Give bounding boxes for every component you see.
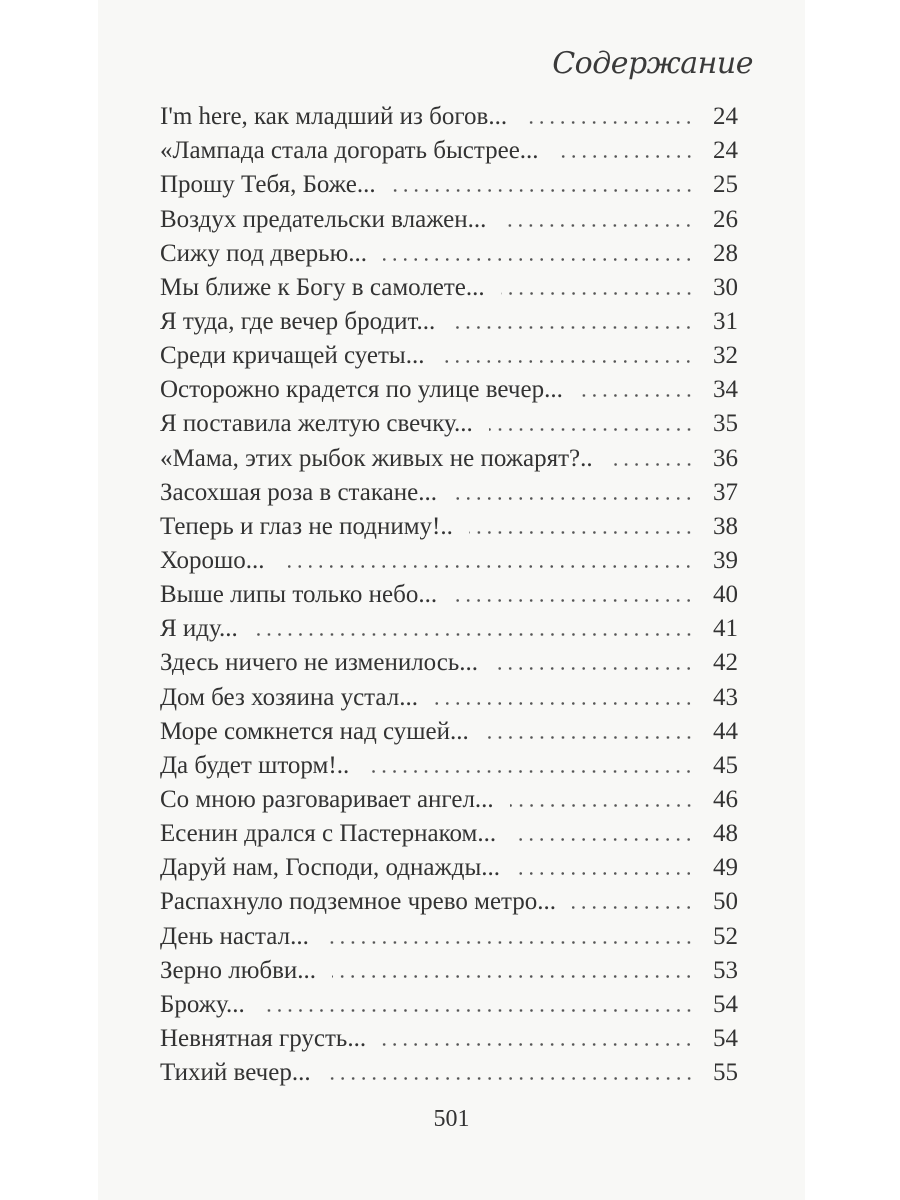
dot-leader [365, 770, 694, 773]
dot-leader [383, 258, 694, 261]
toc-entry-page: 43 [713, 683, 738, 711]
toc-entry [160, 473, 738, 507]
toc-entry-page: 42 [713, 649, 738, 677]
dot-leader [555, 155, 694, 158]
book-page [98, 0, 805, 1200]
toc-entry [160, 814, 738, 848]
toc-entry [160, 234, 738, 268]
toc-entry-page: 50 [713, 888, 738, 916]
toc-entry [160, 712, 738, 746]
toc-entry-title: Зерно любви... [160, 956, 317, 984]
toc-entry [160, 302, 738, 336]
toc-entry-page: 40 [713, 581, 738, 609]
dot-leader [512, 838, 694, 841]
toc-entry [160, 165, 738, 199]
dot-leader [572, 906, 694, 909]
toc-entry-page: 45 [713, 751, 738, 779]
toc-entry-page: 39 [713, 546, 738, 574]
dot-leader [510, 804, 694, 807]
toc-entry [160, 609, 738, 643]
toc-entry-title: Тихий вечер... [160, 1059, 311, 1087]
toc-entry-title: Да будет шторм!.. [160, 751, 350, 779]
toc-entry-page: 41 [713, 615, 738, 643]
toc-entry-title: Распахнуло подземное чрево метро... [160, 888, 557, 916]
toc-entry-title: Засохшая роза в стакане... [160, 478, 437, 506]
toc-entry-page: 30 [713, 273, 738, 301]
toc-entry-title: «Мама, этих рыбок живых не пожарят?.. [160, 444, 593, 472]
toc-entry-page: 28 [713, 239, 738, 267]
toc-entry [160, 848, 738, 882]
dot-leader [453, 599, 694, 602]
toc-entry-page: 53 [713, 956, 738, 984]
toc-entry [160, 268, 738, 302]
toc-entry [160, 643, 738, 677]
toc-entry [160, 438, 738, 472]
toc-entry-title: I'm here, как младший из богов... [160, 103, 508, 131]
toc-entry-page: 48 [713, 820, 738, 848]
toc-entry [160, 131, 738, 165]
toc-entry-title: Теперь и глаз не подниму!.. [160, 512, 453, 540]
dot-leader [523, 121, 694, 124]
dot-leader [489, 428, 694, 431]
table-of-contents [160, 97, 738, 1087]
toc-entry-page: 52 [713, 922, 738, 950]
toc-entry [160, 336, 738, 370]
dot-leader [440, 360, 694, 363]
toc-entry-title: Я поставила желтую свечку... [160, 410, 473, 438]
dot-leader [325, 941, 694, 944]
toc-entry [160, 370, 738, 404]
toc-entry-page: 54 [713, 1024, 738, 1052]
toc-entry-title: Воздух предательски влажен... [160, 205, 487, 233]
toc-entry-title: Дом без хозяина устал... [160, 683, 418, 711]
toc-entry [160, 575, 738, 609]
dot-leader [382, 1043, 694, 1046]
toc-entry-title: Даруй нам, Господи, однажды... [160, 854, 500, 882]
toc-entry-page: 35 [713, 410, 738, 438]
toc-entry-title: Здесь ничего не изменилось... [160, 649, 479, 677]
toc-entry-title: Невнятная грусть... [160, 1024, 367, 1052]
toc-entry [160, 541, 738, 575]
toc-entry-title: Сижу под дверью... [160, 239, 368, 267]
toc-entry [160, 97, 738, 131]
toc-entry-title: Мы ближе к Богу в самолете... [160, 273, 485, 301]
dot-leader [434, 702, 694, 705]
toc-entry-title: День настал... [160, 922, 309, 950]
dot-leader [609, 463, 694, 466]
toc-entry [160, 507, 738, 541]
dot-leader [332, 975, 694, 978]
toc-entry-page: 31 [713, 307, 738, 335]
dot-leader [453, 497, 694, 500]
toc-entry-page: 44 [713, 717, 738, 745]
toc-entry [160, 951, 738, 985]
dot-leader [261, 1009, 694, 1012]
toc-entry-page: 38 [713, 512, 738, 540]
toc-entry [160, 199, 738, 233]
toc-entry-page: 46 [713, 785, 738, 813]
toc-entry-title: Есенин дрался с Пастернаком... [160, 820, 497, 848]
toc-entry-title: Море сомкнется над сушей... [160, 717, 469, 745]
toc-entry-title: Выше липы только небо... [160, 581, 438, 609]
toc-entry [160, 404, 738, 438]
dot-leader [516, 872, 694, 875]
toc-entry-page: 54 [713, 990, 738, 1018]
page-number: 501 [433, 1106, 470, 1132]
toc-entry [160, 916, 738, 950]
toc-entry-page: 37 [713, 478, 738, 506]
toc-entry [160, 677, 738, 711]
dot-leader [469, 531, 694, 534]
toc-entry-title: Осторожно крадется по улице вечер... [160, 376, 563, 404]
toc-entry-title: Среди кричащей суеты... [160, 342, 425, 370]
toc-entry [160, 882, 738, 916]
dot-leader [327, 1077, 694, 1080]
dot-leader [254, 633, 694, 636]
dot-leader [501, 292, 694, 295]
toc-entry-title: Прошу Тебя, Боже... [160, 171, 376, 199]
toc-entry-title: Брожу... [160, 990, 245, 1018]
dot-leader [392, 189, 694, 192]
toc-entry-title: Я туда, где вечер бродит... [160, 307, 436, 335]
toc-entry [160, 1053, 738, 1087]
toc-entry [160, 985, 738, 1019]
toc-entry [160, 1019, 738, 1053]
running-header: Содержание [552, 46, 753, 81]
toc-entry-page: 49 [713, 854, 738, 882]
toc-entry-page: 32 [713, 342, 738, 370]
toc-entry-page: 36 [713, 444, 738, 472]
dot-leader [485, 736, 694, 739]
dot-leader [502, 224, 694, 227]
toc-entry [160, 746, 738, 780]
toc-entry [160, 780, 738, 814]
toc-entry-page: 24 [713, 103, 738, 131]
toc-entry-page: 55 [713, 1059, 738, 1087]
dot-leader [280, 565, 694, 568]
dot-leader [451, 326, 694, 329]
toc-entry-page: 25 [713, 171, 738, 199]
toc-entry-page: 34 [713, 376, 738, 404]
toc-entry-title: Со мною разговаривает ангел... [160, 785, 494, 813]
dot-leader [579, 394, 694, 397]
toc-entry-page: 26 [713, 205, 738, 233]
toc-entry-title: «Лампада стала догорать быстрее... [160, 137, 539, 165]
toc-entry-title: Я иду... [160, 615, 238, 643]
dot-leader [494, 667, 694, 670]
toc-entry-title: Хорошо... [160, 546, 265, 574]
toc-entry-page: 24 [713, 137, 738, 165]
